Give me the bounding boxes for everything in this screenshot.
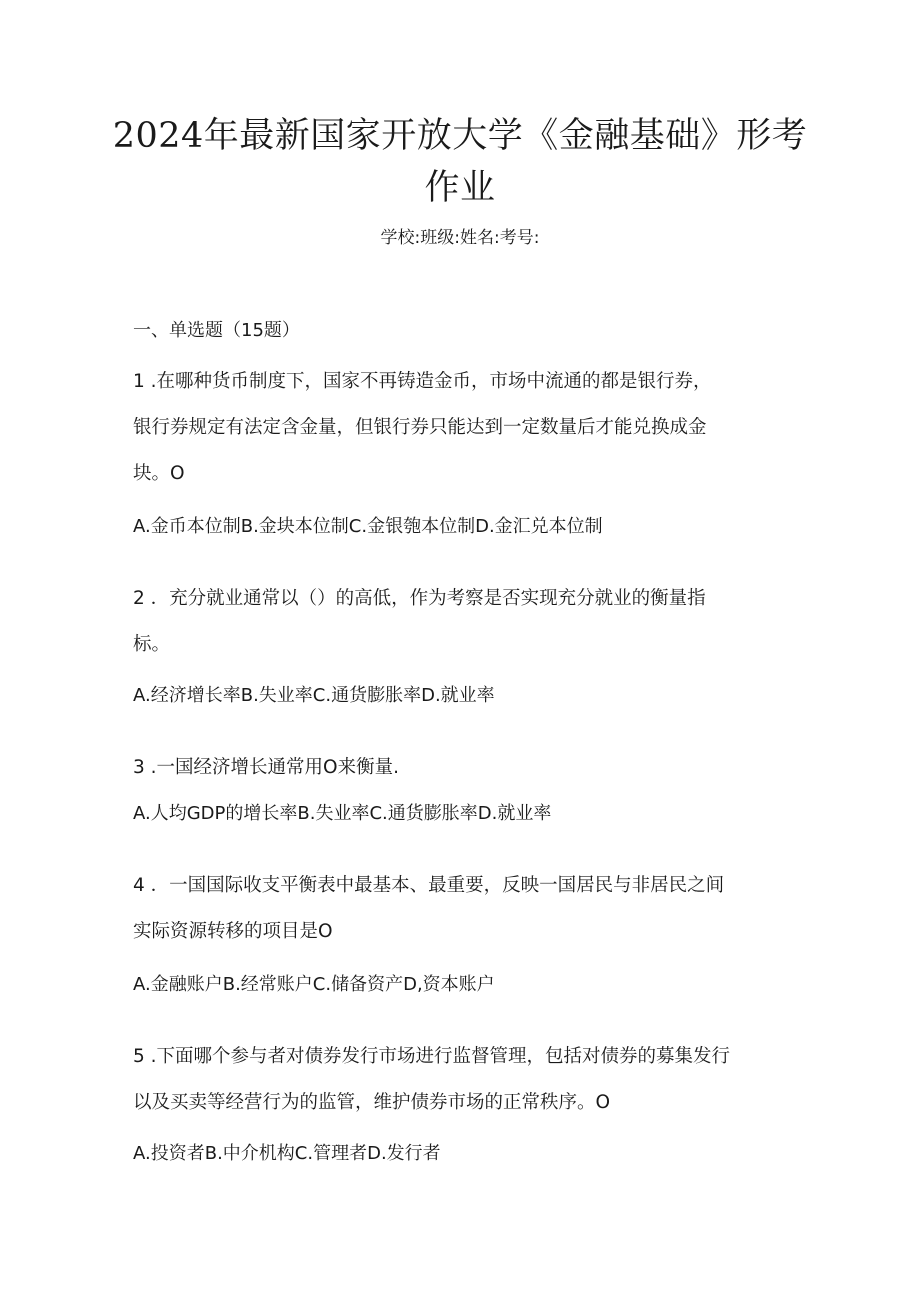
question-4 bbox=[133, 863, 793, 955]
question-5-line-1: 5 .下面哪个参与者对债券发行市场进行监督管理，包括对债券的募集发行 bbox=[133, 1046, 731, 1067]
question-4-line-1: 4 ．一国国际收支平衡表中最基本、最重要，反映一国居民与非居民之间 bbox=[133, 875, 725, 896]
question-2-options: A.经济增长率B.失业率C.通货膨胀率D.就业率 bbox=[133, 685, 495, 706]
question-1-line-1: 1 .在哪种货币制度下，国家不再铸造金币，市场中流通的都是银行券， bbox=[133, 371, 712, 392]
question-1-line-2: 银行券规定有法定含金量，但银行券只能达到一定数量后才能兑换成金 bbox=[133, 417, 707, 438]
question-3-options: A.人均GDP的增长率B.失业率C.通货膨胀率D.就业率 bbox=[133, 803, 552, 824]
question-4-options: A.金融账户B.经常账户C.储备资产D,资本账户 bbox=[133, 974, 495, 995]
question-5-line-2: 以及买卖等经营行为的监管，维护债券市场的正常秩序。O bbox=[133, 1092, 611, 1113]
question-3 bbox=[133, 745, 793, 791]
question-2-line-1: 2 ．充分就业通常以（）的高低，作为考察是否实现充分就业的衡量指 bbox=[133, 588, 706, 609]
question-2 bbox=[133, 576, 793, 668]
question-3-line-1: 3 .一国经济增长通常用O来衡量. bbox=[133, 757, 399, 778]
question-2-line-2: 标。 bbox=[133, 634, 171, 655]
question-1-options: A.金币本位制B.金块本位制C.金银匏本位制D.金汇兑本位制 bbox=[133, 516, 603, 537]
question-1 bbox=[133, 359, 793, 497]
student-info-line: 学校:班级:姓名:考号: bbox=[380, 228, 540, 248]
page-title bbox=[0, 110, 920, 214]
title-line-2: 作业 bbox=[424, 168, 496, 208]
question-5-options: A.投资者B.中介机构C.管理者D.发行者 bbox=[133, 1143, 441, 1164]
section-heading: 一、单选题（15题） bbox=[133, 320, 300, 341]
question-1-line-3: 块。O bbox=[133, 463, 185, 484]
question-5 bbox=[133, 1034, 793, 1126]
title-line-1: 2024年最新国家开放大学《金融基础》形考 bbox=[112, 116, 808, 156]
question-4-line-2: 实际资源转移的项目是O bbox=[133, 921, 333, 942]
